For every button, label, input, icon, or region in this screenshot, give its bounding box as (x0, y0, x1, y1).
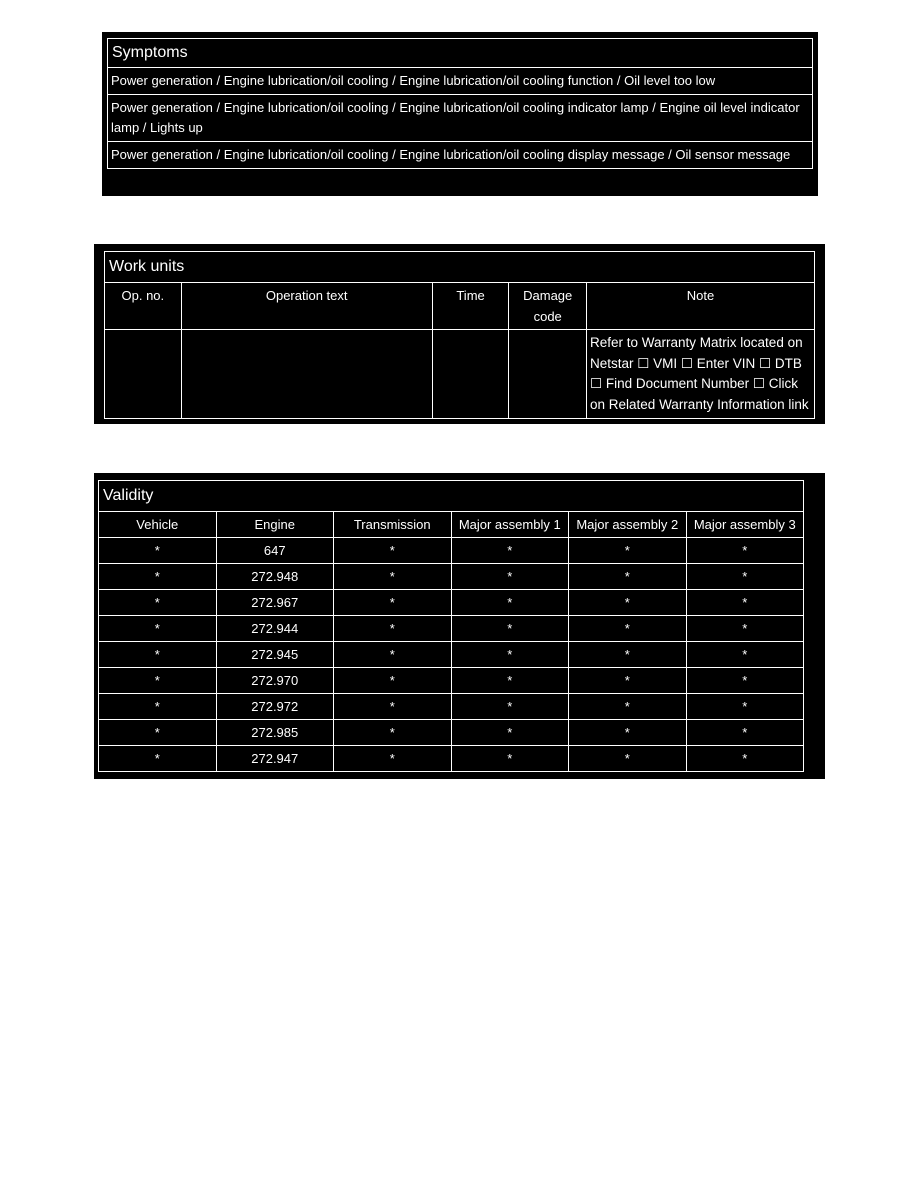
cell-vehicle: * (99, 616, 217, 642)
cell-major-assembly-1: * (451, 642, 569, 668)
cell-transmission: * (334, 616, 452, 642)
cell-transmission: * (334, 720, 452, 746)
header-major-assembly-3: Major assembly 3 (686, 512, 804, 538)
table-row (99, 642, 804, 668)
cell-major-assembly-3: * (686, 642, 804, 668)
header-time: Time (432, 283, 509, 330)
table-row (99, 694, 804, 720)
symptoms-title: Symptoms (108, 39, 813, 68)
cell-vehicle: * (99, 694, 217, 720)
cell-vehicle: * (99, 590, 217, 616)
cell-vehicle: * (99, 564, 217, 590)
cell-major-assembly-2: * (569, 564, 687, 590)
work-units-title: Work units (105, 252, 815, 283)
cell-time (432, 330, 509, 419)
cell-engine: 272.947 (216, 746, 334, 772)
cell-vehicle: * (99, 642, 217, 668)
cell-major-assembly-1: * (451, 720, 569, 746)
cell-vehicle: * (99, 668, 217, 694)
header-note: Note (587, 283, 815, 330)
cell-major-assembly-3: * (686, 720, 804, 746)
symptom-row: Power generation / Engine lubrication/oil cooling / Engine lubrication/oil cooling indicator lamp / Engine oil level indicator lamp / Lights up (108, 95, 813, 142)
cell-major-assembly-2: * (569, 616, 687, 642)
symptom-row: Power generation / Engine lubrication/oil cooling / Engine lubrication/oil cooling display message / Oil sensor message (108, 142, 813, 169)
cell-transmission: * (334, 694, 452, 720)
cell-engine: 647 (216, 538, 334, 564)
work-units-table (104, 251, 815, 419)
table-row (99, 590, 804, 616)
table-row (99, 668, 804, 694)
cell-transmission: * (334, 668, 452, 694)
cell-major-assembly-1: * (451, 564, 569, 590)
cell-op-no (105, 330, 182, 419)
cell-engine: 272.985 (216, 720, 334, 746)
cell-transmission: * (334, 642, 452, 668)
header-operation-text: Operation text (181, 283, 432, 330)
table-row (99, 564, 804, 590)
cell-major-assembly-2: * (569, 642, 687, 668)
cell-major-assembly-2: * (569, 720, 687, 746)
cell-major-assembly-1: * (451, 668, 569, 694)
header-major-assembly-1: Major assembly 1 (451, 512, 569, 538)
cell-major-assembly-3: * (686, 590, 804, 616)
cell-major-assembly-2: * (569, 746, 687, 772)
cell-engine: 272.948 (216, 564, 334, 590)
cell-major-assembly-3: * (686, 538, 804, 564)
cell-major-assembly-3: * (686, 746, 804, 772)
cell-major-assembly-2: * (569, 668, 687, 694)
cell-major-assembly-2: * (569, 538, 687, 564)
cell-major-assembly-3: * (686, 694, 804, 720)
header-damage-code: Damage code (509, 283, 587, 330)
cell-major-assembly-1: * (451, 538, 569, 564)
validity-panel (94, 473, 825, 779)
cell-vehicle: * (99, 746, 217, 772)
work-units-panel (94, 244, 825, 424)
cell-transmission: * (334, 746, 452, 772)
table-row (99, 720, 804, 746)
cell-major-assembly-1: * (451, 616, 569, 642)
cell-engine: 272.944 (216, 616, 334, 642)
cell-major-assembly-3: * (686, 668, 804, 694)
cell-transmission: * (334, 590, 452, 616)
symptoms-panel (102, 32, 818, 196)
cell-major-assembly-1: * (451, 694, 569, 720)
cell-note: Refer to Warranty Matrix located on Netstar ☐ VMI ☐ Enter VIN ☐ DTB ☐ Find Document Number ☐ Click on Related Warranty Information link (587, 330, 815, 419)
cell-damage-code (509, 330, 587, 419)
cell-transmission: * (334, 564, 452, 590)
cell-major-assembly-1: * (451, 590, 569, 616)
cell-engine: 272.945 (216, 642, 334, 668)
cell-major-assembly-2: * (569, 590, 687, 616)
symptoms-table (107, 38, 813, 169)
cell-engine: 272.967 (216, 590, 334, 616)
header-vehicle: Vehicle (99, 512, 217, 538)
cell-engine: 272.972 (216, 694, 334, 720)
cell-major-assembly-2: * (569, 694, 687, 720)
cell-vehicle: * (99, 720, 217, 746)
header-major-assembly-2: Major assembly 2 (569, 512, 687, 538)
header-engine: Engine (216, 512, 334, 538)
validity-title: Validity (99, 481, 804, 512)
cell-major-assembly-3: * (686, 564, 804, 590)
symptom-row: Power generation / Engine lubrication/oil cooling / Engine lubrication/oil cooling function / Oil level too low (108, 68, 813, 95)
table-row (99, 746, 804, 772)
cell-engine: 272.970 (216, 668, 334, 694)
table-row (99, 616, 804, 642)
cell-transmission: * (334, 538, 452, 564)
validity-table (98, 480, 804, 772)
cell-major-assembly-3: * (686, 616, 804, 642)
table-row (99, 538, 804, 564)
header-transmission: Transmission (334, 512, 452, 538)
cell-major-assembly-1: * (451, 746, 569, 772)
cell-operation-text (181, 330, 432, 419)
cell-vehicle: * (99, 538, 217, 564)
header-op-no: Op. no. (105, 283, 182, 330)
